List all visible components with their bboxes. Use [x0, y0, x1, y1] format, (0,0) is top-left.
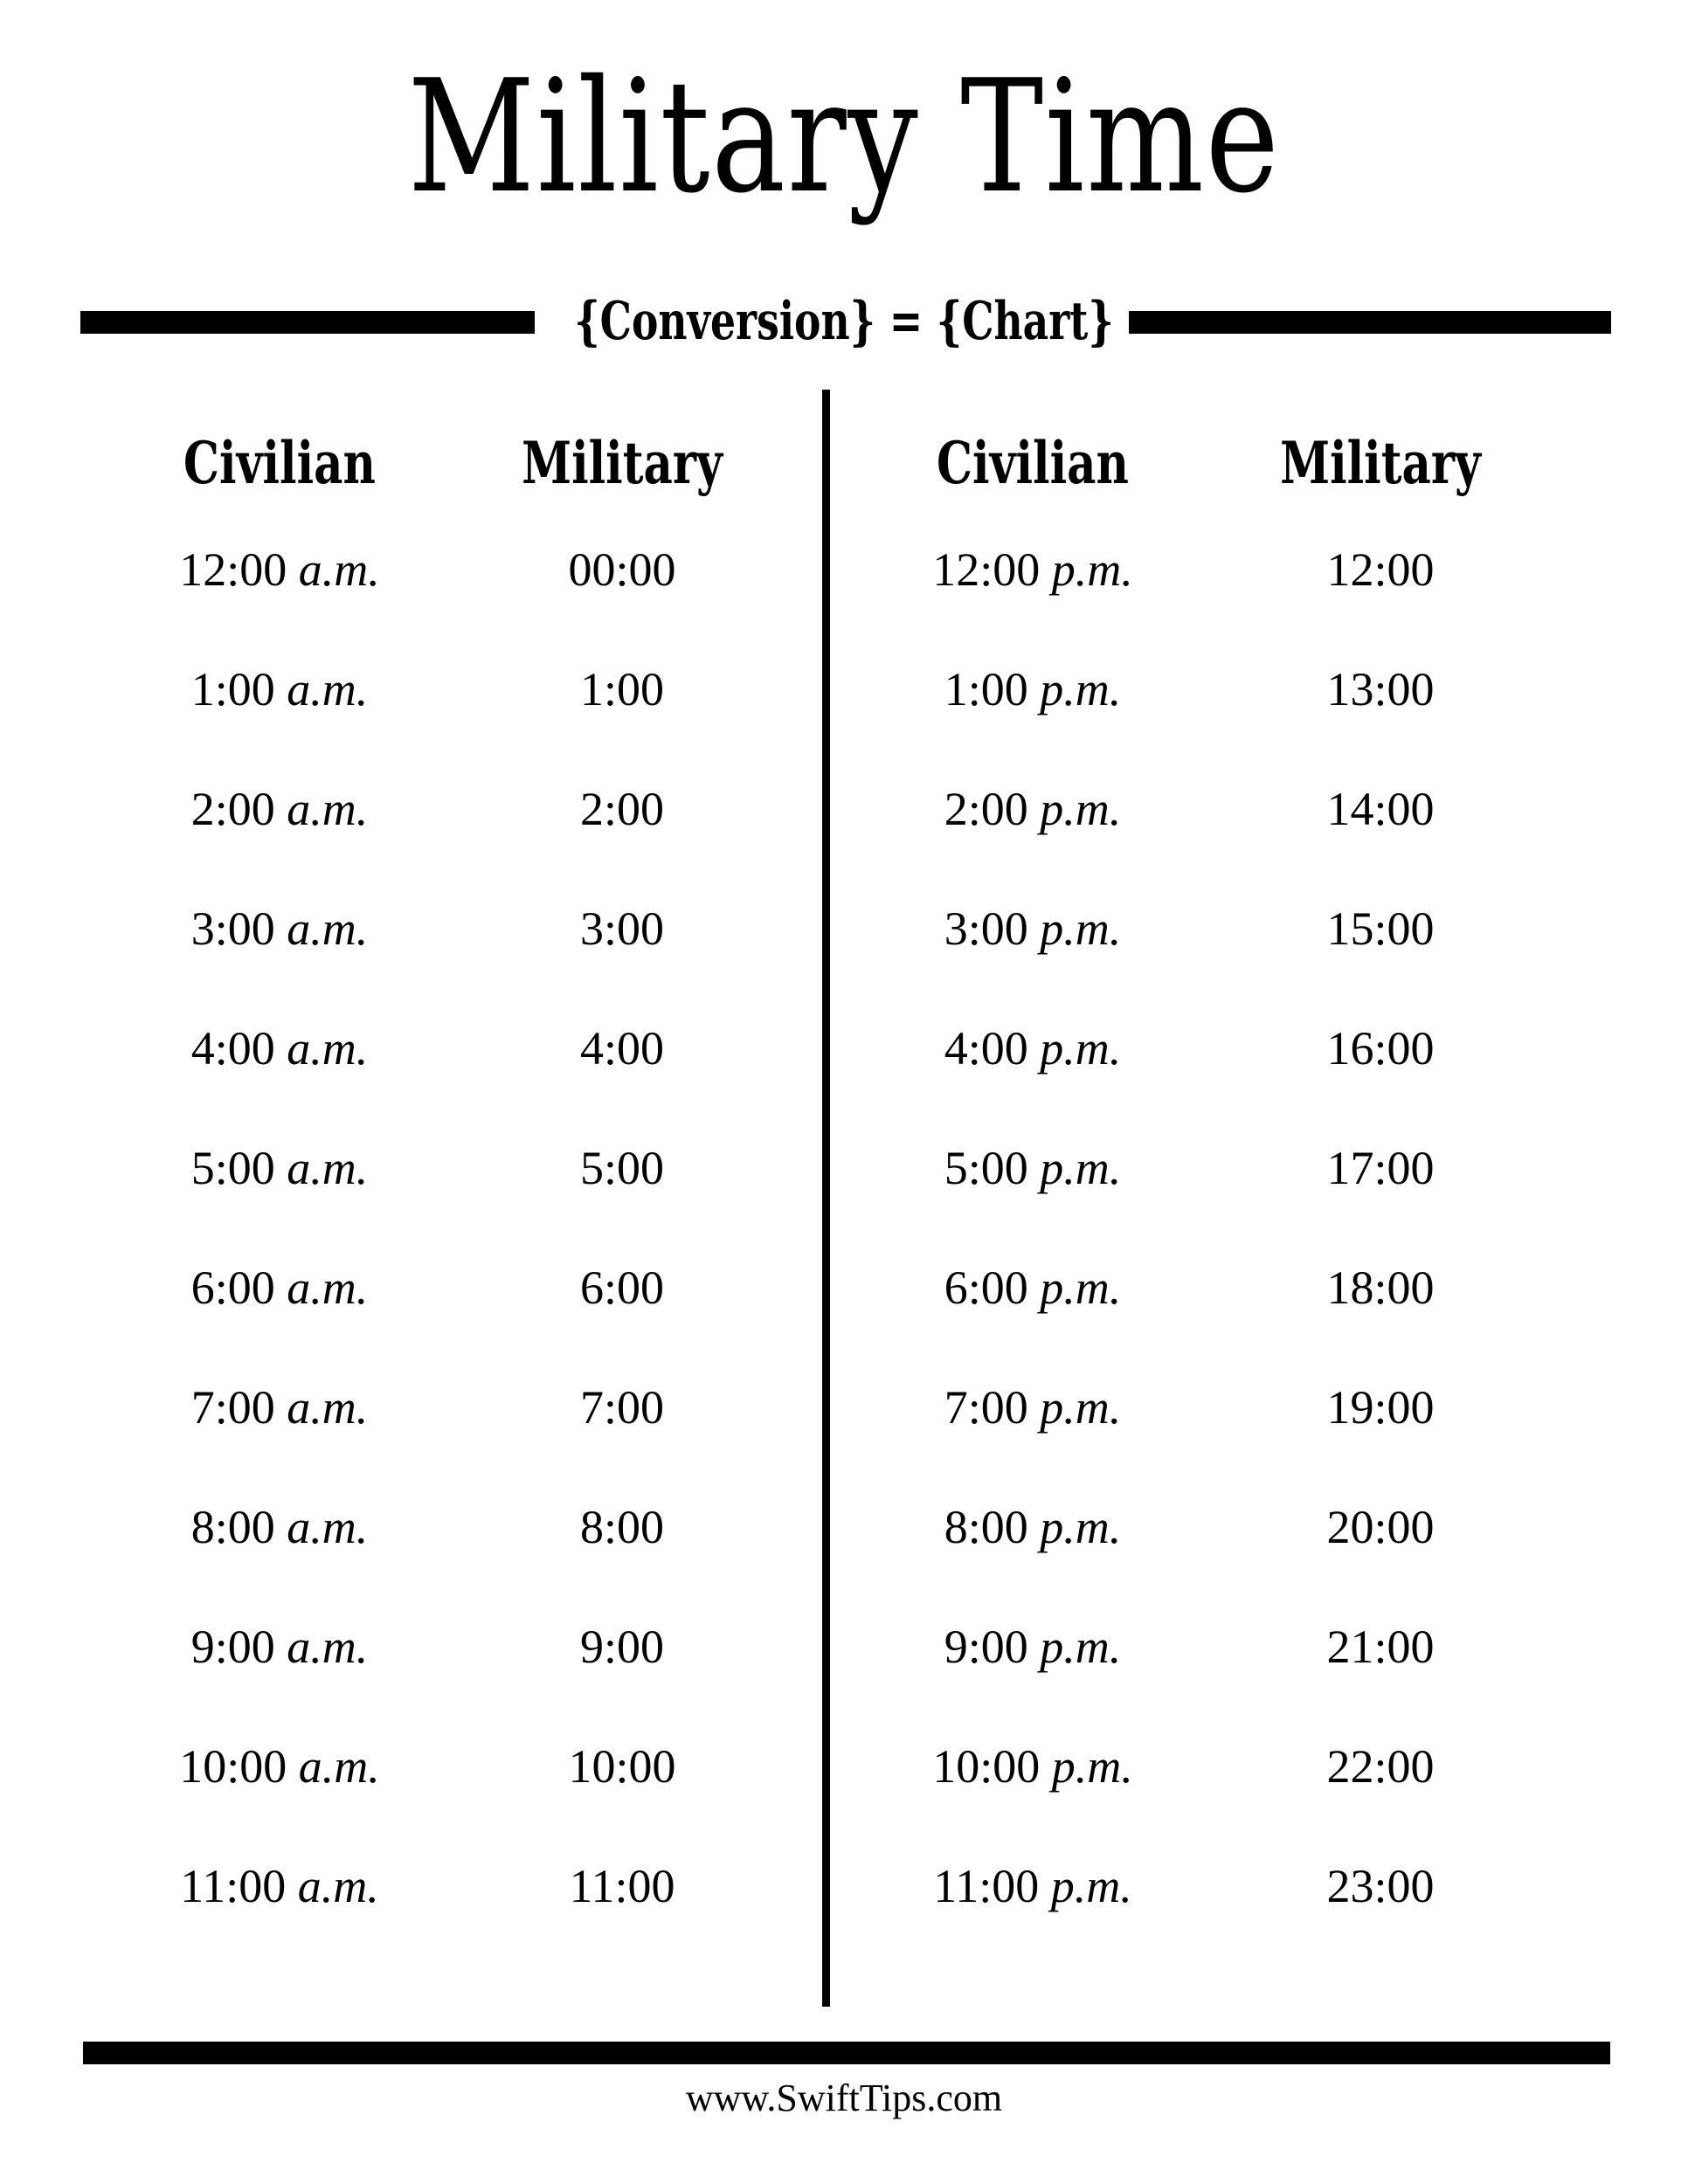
cell-military-am: 8:00: [579, 1501, 664, 1553]
cell-military-pm: 14:00: [1326, 783, 1435, 835]
footer-website: www.SwiftTips.com: [685, 2077, 1003, 2119]
cell-military-am: 2:00: [579, 783, 664, 835]
cell-military-pm: 15:00: [1326, 902, 1435, 955]
cell-military-am: 7:00: [579, 1381, 664, 1434]
column-header-civilian-am: Civilian: [183, 429, 376, 497]
cell-military-pm: 20:00: [1326, 1501, 1435, 1553]
cell-military-pm: 22:00: [1326, 1740, 1435, 1793]
table-row: [0, 1707, 1688, 1827]
subtitle-band: [0, 288, 1688, 358]
cell-civilian-am: 2:00 a.m.: [190, 783, 369, 835]
table-row: [0, 750, 1688, 869]
cell-civilian-am: 1:00 a.m.: [190, 663, 369, 715]
cell-military-pm: 21:00: [1326, 1621, 1435, 1673]
cell-civilian-am: 8:00 a.m.: [190, 1501, 369, 1553]
table-header-row: [0, 421, 1688, 505]
cell-military-pm: 17:00: [1326, 1142, 1435, 1194]
cell-civilian-pm: 9:00 p.m.: [944, 1621, 1122, 1673]
cell-military-am: 10:00: [568, 1740, 676, 1793]
table-row: [0, 1468, 1688, 1587]
cell-civilian-am: 12:00 a.m.: [179, 543, 380, 596]
cell-civilian-pm: 3:00 p.m.: [944, 902, 1122, 955]
table-body: [0, 510, 1688, 1946]
cell-civilian-am: 7:00 a.m.: [190, 1381, 369, 1434]
cell-military-am: 4:00: [579, 1022, 664, 1075]
cell-civilian-am: 4:00 a.m.: [190, 1022, 369, 1075]
table-row: [0, 1827, 1688, 1946]
cell-civilian-am: 11:00 a.m.: [180, 1860, 379, 1912]
table-row: [0, 1109, 1688, 1228]
footer-rule: [83, 2042, 1610, 2064]
cell-military-am: 5:00: [579, 1142, 664, 1194]
cell-civilian-pm: 2:00 p.m.: [944, 783, 1122, 835]
cell-civilian-am: 5:00 a.m.: [190, 1142, 369, 1194]
cell-military-pm: 12:00: [1326, 543, 1435, 596]
cell-military-pm: 13:00: [1326, 663, 1435, 715]
table-row: [0, 989, 1688, 1109]
cell-civilian-pm: 10:00 p.m.: [932, 1740, 1133, 1793]
cell-military-am: 6:00: [579, 1261, 664, 1314]
cell-civilian-am: 6:00 a.m.: [190, 1261, 369, 1314]
cell-military-am: 3:00: [579, 902, 664, 955]
cell-military-pm: 18:00: [1326, 1261, 1435, 1314]
column-header-military-pm: Military: [1280, 429, 1481, 497]
cell-civilian-pm: 11:00 p.m.: [933, 1860, 1132, 1912]
table-row: [0, 1228, 1688, 1348]
cell-civilian-pm: 8:00 p.m.: [944, 1501, 1122, 1553]
cell-civilian-am: 9:00 a.m.: [190, 1621, 369, 1673]
page-title: Military Time: [407, 46, 1281, 227]
table-row: [0, 869, 1688, 989]
cell-civilian-pm: 6:00 p.m.: [944, 1261, 1122, 1314]
cell-civilian-pm: 12:00 p.m.: [932, 543, 1133, 596]
cell-military-pm: 19:00: [1326, 1381, 1435, 1434]
column-header-civilian-pm: Civilian: [937, 429, 1129, 497]
page-subtitle: {Conversion} = {Chart}: [574, 291, 1114, 352]
cell-civilian-pm: 5:00 p.m.: [944, 1142, 1122, 1194]
cell-military-am: 00:00: [568, 543, 676, 596]
table-row: [0, 1348, 1688, 1468]
cell-military-pm: 23:00: [1326, 1860, 1435, 1912]
cell-civilian-pm: 1:00 p.m.: [944, 663, 1122, 715]
cell-military-am: 1:00: [579, 663, 664, 715]
cell-military-am: 11:00: [569, 1860, 675, 1912]
table-row: [0, 510, 1688, 630]
cell-civilian-am: 10:00 a.m.: [179, 1740, 380, 1793]
cell-civilian-am: 3:00 a.m.: [190, 902, 369, 955]
cell-civilian-pm: 4:00 p.m.: [944, 1022, 1122, 1075]
table-row: [0, 1587, 1688, 1707]
table-row: [0, 630, 1688, 750]
cell-civilian-pm: 7:00 p.m.: [944, 1381, 1122, 1434]
cell-military-am: 9:00: [579, 1621, 664, 1673]
cell-military-pm: 16:00: [1326, 1022, 1435, 1075]
column-header-military-am: Military: [522, 429, 723, 497]
